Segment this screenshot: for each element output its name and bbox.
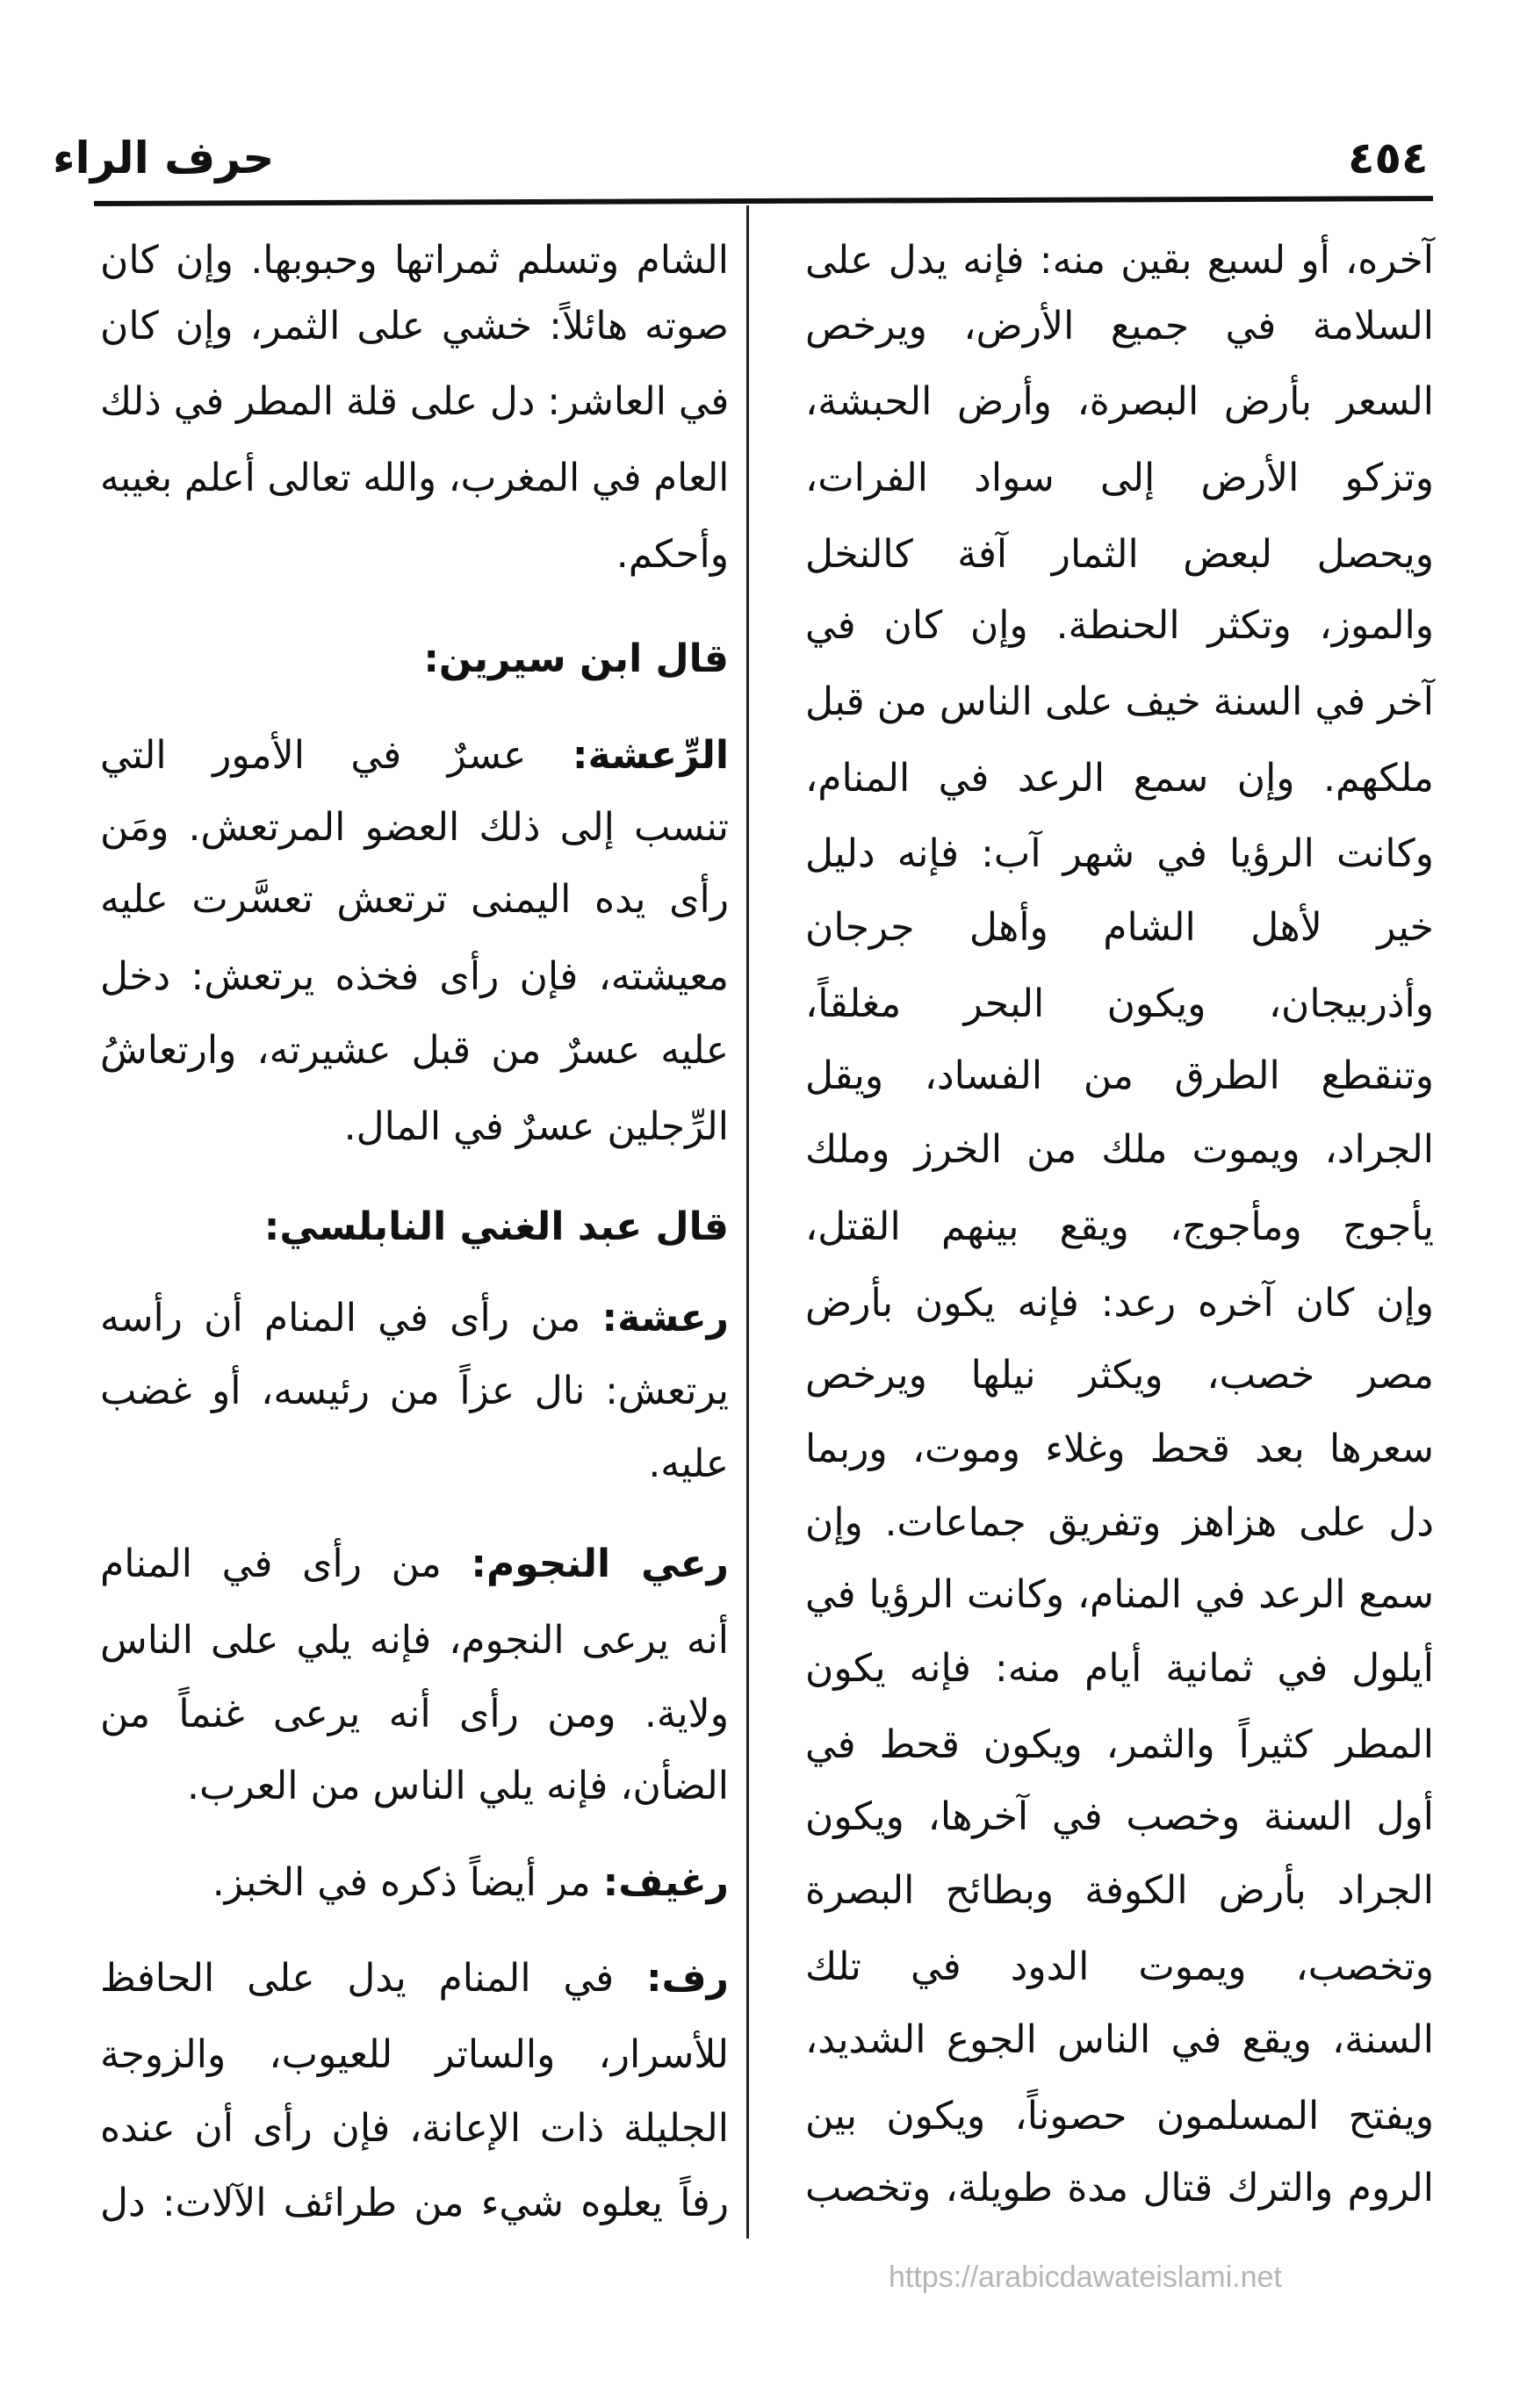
text-line xyxy=(805,1273,1434,1334)
line-content xyxy=(100,2098,729,2160)
line-content xyxy=(100,1020,729,1082)
line-content xyxy=(805,1345,1434,1406)
line-content xyxy=(805,1714,1434,1776)
text-line xyxy=(805,1197,1434,1258)
text-line xyxy=(100,1610,729,1671)
line-text: معيشته، فإن رأى فخذه يرتعش: دخل xyxy=(100,954,729,999)
line-content xyxy=(805,974,1434,1035)
text-line xyxy=(805,1638,1434,1700)
text-line xyxy=(805,1345,1434,1406)
header-rule xyxy=(94,196,1433,206)
text-line xyxy=(100,2173,729,2234)
line-text: المطر كثيراً والثمر، ويكون قحط في xyxy=(805,1722,1434,1767)
line-content xyxy=(805,1419,1434,1480)
line-text: الرِّجلين عسرٌ في المال. xyxy=(343,1104,729,1149)
line-text: يأجوج ومأجوج، ويقع بينهم القتل، xyxy=(805,1204,1434,1249)
line-text: تنسب إلى ذلك العضو المرتعش. ومَن xyxy=(100,805,729,850)
text-line xyxy=(805,1119,1434,1181)
entry-term: رعي النجوم: xyxy=(471,1542,729,1586)
line-text: السلامة في جميع الأرض، ويرخص xyxy=(805,304,1434,349)
text-line xyxy=(100,869,729,931)
line-content xyxy=(805,524,1434,586)
line-content xyxy=(805,595,1434,657)
line-text: ويفتح المسلمون حصوناً، ويكون بين xyxy=(805,2094,1434,2138)
entry-term: رف: xyxy=(645,1956,729,2001)
running-title: حرف الراء xyxy=(53,133,275,183)
line-content xyxy=(805,1638,1434,1700)
line-text: قال عبد الغني النابلسي: xyxy=(263,1204,729,1249)
line-content xyxy=(100,448,729,509)
line-content xyxy=(100,296,729,357)
line-text: الضأن، فإنه يلي الناس من العرب. xyxy=(186,1764,729,1808)
entry-term: رغيف: xyxy=(602,1860,729,1905)
text-line xyxy=(100,1361,729,1422)
line-content xyxy=(805,448,1434,509)
line-content xyxy=(100,797,729,859)
text-line xyxy=(100,1534,729,1595)
text-line xyxy=(805,595,1434,657)
line-content xyxy=(100,1684,729,1745)
line-text: في العاشر: دل على قلة المطر في ذلك xyxy=(99,379,729,424)
line-content xyxy=(805,2086,1434,2147)
text-line xyxy=(805,296,1434,357)
line-text: وتخصب، ويموت الدود في تلك xyxy=(805,1944,1434,1989)
line-text: أول السنة وخصب في آخرها، ويكون xyxy=(805,1794,1434,1839)
text-line xyxy=(805,371,1434,433)
text-line xyxy=(805,1786,1434,1848)
line-text: الشام وتسلم ثمراتها وحبوبها. وإن كان xyxy=(100,238,729,283)
text-line xyxy=(805,897,1434,959)
text-line xyxy=(100,1434,729,1495)
line-text: مر أيضاً ذكره في الخبز. xyxy=(212,1860,603,1905)
text-line xyxy=(805,1937,1434,1998)
text-line xyxy=(100,797,729,859)
text-line xyxy=(805,2009,1434,2071)
line-text: خير لأهل الشام وأهل جرجان xyxy=(805,905,1434,950)
line-content xyxy=(423,629,729,690)
line-content xyxy=(100,1534,729,1595)
line-text: ولاية. ومن رأى أنه يرعى غنماً من xyxy=(100,1692,729,1736)
text-line xyxy=(100,2098,729,2160)
text-line xyxy=(100,1756,729,1817)
line-content xyxy=(100,1361,729,1422)
line-content xyxy=(805,1564,1434,1626)
line-content xyxy=(805,1046,1434,1107)
text-line xyxy=(100,2024,729,2086)
text-line xyxy=(805,230,1434,291)
line-text: رفاً يعلوه شيء من طرائف الآلات: دل xyxy=(100,2181,729,2225)
line-text: عسرٌ في الأمور التي xyxy=(100,733,573,778)
text-line xyxy=(805,974,1434,1035)
line-text: مصر خصب، ويكثر نيلها ويرخص xyxy=(805,1353,1434,1398)
line-content xyxy=(100,869,729,931)
line-text: للأسرار، والساتر للعيوب، والزوجة xyxy=(100,2032,729,2077)
text-line xyxy=(100,1020,729,1082)
text-line xyxy=(805,1492,1434,1554)
line-text: يرتعش: نال عزاً من رئيسه، أو غضب xyxy=(100,1369,729,1413)
entry-term: الرِّعشة: xyxy=(572,733,729,778)
text-line xyxy=(805,1046,1434,1107)
text-line xyxy=(100,1288,729,1349)
line-text: آخره، أو لسبع بقين منه: فإنه يدل على xyxy=(805,238,1434,283)
line-content xyxy=(187,1756,729,1817)
line-content xyxy=(805,897,1434,959)
line-text: العام في المغرب، والله تعالى أعلم بغيبه xyxy=(99,456,729,500)
page-number: ٤٥٤ xyxy=(1348,133,1429,183)
line-content xyxy=(100,230,729,291)
line-content xyxy=(100,1948,729,2009)
line-content xyxy=(212,1852,729,1914)
text-line xyxy=(805,2158,1434,2219)
line-text: رأى يده اليمنى ترتعش تعسَّرت عليه xyxy=(100,877,729,922)
line-content xyxy=(100,2024,729,2086)
line-content xyxy=(344,1096,729,1158)
text-line xyxy=(100,1684,729,1745)
line-text: الجليلة ذات الإعانة، فإن رأى أن عنده xyxy=(100,2106,729,2151)
line-text: من رأى في المنام xyxy=(100,1542,472,1586)
line-content xyxy=(805,2009,1434,2071)
line-content xyxy=(805,1860,1434,1922)
line-content xyxy=(100,2173,729,2234)
section-heading xyxy=(100,1197,729,1258)
line-content xyxy=(805,2158,1434,2219)
line-text: وأذربيجان، ويكون البحر مغلقاً، xyxy=(805,981,1434,1026)
line-content xyxy=(100,371,729,433)
line-content xyxy=(648,1434,729,1495)
text-line xyxy=(100,296,729,357)
line-text: دل على هزاهز وتفريق جماعات. وإن xyxy=(805,1500,1434,1545)
line-text: من رأى في المنام أن رأسه xyxy=(100,1296,602,1341)
line-content xyxy=(100,1288,729,1349)
line-content xyxy=(805,1119,1434,1181)
line-text: قال ابن سيرين: xyxy=(423,636,729,681)
line-content xyxy=(616,524,729,586)
line-text: عليه عسرٌ من قبل عشيرته، وارتعاشُ xyxy=(100,1028,729,1073)
text-line xyxy=(805,2086,1434,2147)
line-content xyxy=(100,946,729,1008)
text-line xyxy=(805,748,1434,809)
text-line xyxy=(100,448,729,509)
line-text: آخر في السنة خيف على الناس من قبل xyxy=(805,679,1434,724)
line-text: الجراد، ويموت ملك من الخرز وملك xyxy=(805,1127,1434,1172)
line-text: والموز، وتكثر الحنطة. وإن كان في xyxy=(805,603,1434,648)
line-content xyxy=(100,1610,729,1671)
text-line xyxy=(805,524,1434,586)
line-text: سمع الرعد في المنام، وكانت الرؤيا في xyxy=(805,1572,1434,1617)
text-line xyxy=(100,946,729,1008)
line-content xyxy=(805,823,1434,885)
line-content xyxy=(100,725,729,787)
line-content xyxy=(805,1273,1434,1334)
text-line xyxy=(100,1096,729,1158)
text-line xyxy=(100,371,729,433)
line-text: وتنقطع الطرق من الفساد، ويقل xyxy=(805,1053,1434,1098)
line-content xyxy=(805,296,1434,357)
text-line xyxy=(805,1860,1434,1922)
line-text: الروم والترك قتال مدة طويلة، وتخصب xyxy=(805,2166,1434,2210)
text-line xyxy=(100,1852,729,1914)
line-text: السعر بأرض البصرة، وأرض الحبشة، xyxy=(805,379,1434,424)
text-line xyxy=(100,1948,729,2009)
column-divider xyxy=(746,205,749,2239)
section-heading xyxy=(100,629,729,690)
text-line xyxy=(805,448,1434,509)
line-text: ويحصل لبعض الثمار آفة كالنخل xyxy=(805,532,1434,577)
line-text: وكانت الرؤيا في شهر آب: فإنه دليل xyxy=(805,831,1434,876)
line-content xyxy=(805,230,1434,291)
text-line xyxy=(805,1714,1434,1776)
line-content xyxy=(805,1937,1434,1998)
watermark: https://arabicdawateislami.net xyxy=(889,2261,1282,2294)
line-content xyxy=(805,1197,1434,1258)
text-line xyxy=(805,1564,1434,1626)
line-text: وتزكو الأرض إلى سواد الفرات، xyxy=(805,456,1434,500)
line-text: السنة، ويقع في الناس الجوع الشديد، xyxy=(805,2017,1434,2062)
line-text: في المنام يدل على الحافظ xyxy=(100,1956,646,2001)
line-text: وأحكم. xyxy=(616,532,729,577)
line-text: عليه. xyxy=(648,1441,729,1486)
entry-term: رعشة: xyxy=(601,1296,729,1341)
text-line xyxy=(805,823,1434,885)
line-content xyxy=(805,672,1434,733)
line-content xyxy=(805,1492,1434,1554)
line-content xyxy=(805,748,1434,809)
text-line xyxy=(100,524,729,586)
line-text: سعرها بعد قحط وغلاء وموت، وربما xyxy=(805,1427,1434,1471)
line-text: الجراد بأرض الكوفة وبطائح البصرة xyxy=(805,1868,1434,1913)
line-text: ملكهم. وإن سمع الرعد في المنام، xyxy=(805,756,1434,801)
text-line xyxy=(100,725,729,787)
line-text: صوته هائلاً: خشي على الثمر، وإن كان xyxy=(100,304,729,349)
text-line xyxy=(100,230,729,291)
line-text: أنه يرعى النجوم، فإنه يلي على الناس xyxy=(100,1618,729,1663)
line-text: أيلول في ثمانية أيام منه: فإنه يكون xyxy=(805,1646,1434,1691)
text-line xyxy=(805,1419,1434,1480)
line-content xyxy=(805,371,1434,433)
text-line xyxy=(805,672,1434,733)
line-content xyxy=(805,1786,1434,1848)
line-content xyxy=(264,1197,729,1258)
line-text: وإن كان آخره رعد: فإنه يكون بأرض xyxy=(805,1281,1434,1326)
